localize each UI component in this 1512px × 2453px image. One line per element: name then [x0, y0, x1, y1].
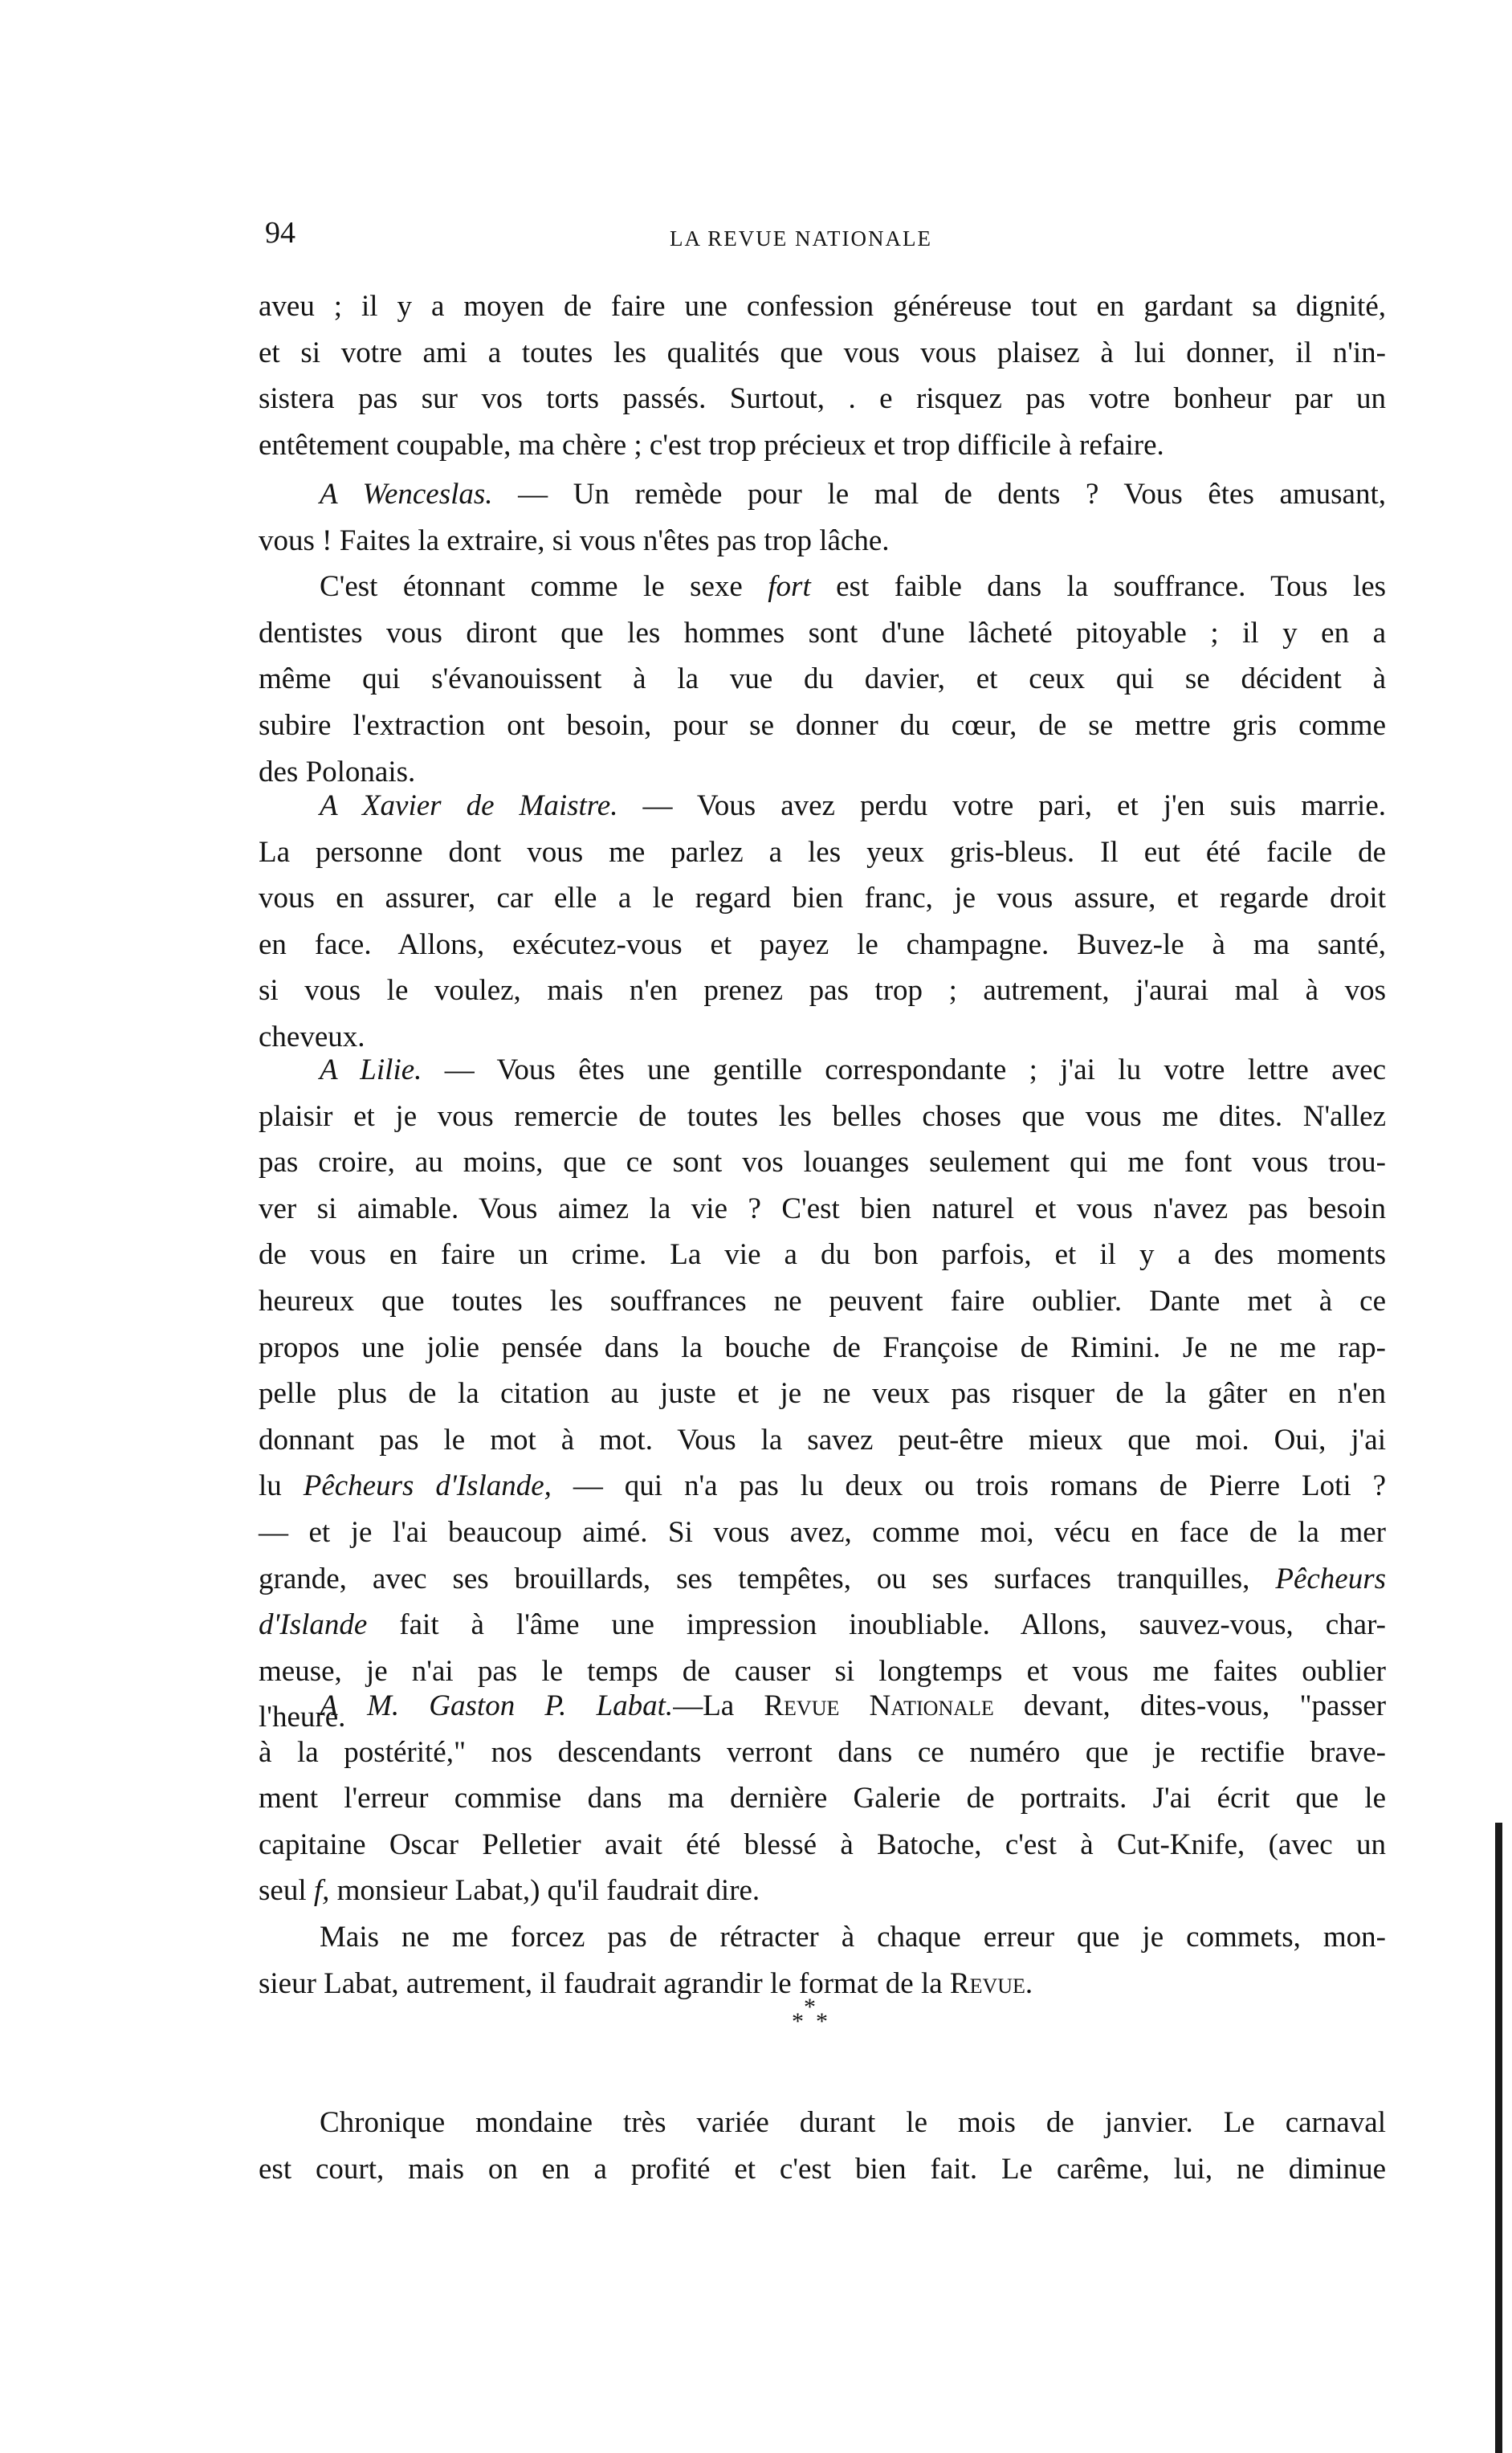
text-line-content: grande, avec ses brouillards, ses tempêtes, ou ses surfaces tranquilles, [259, 1562, 1250, 1595]
text-line: sistera pas sur vos torts passés. Surtout, . e risquez pas votre bonheur par un [259, 382, 1386, 416]
text-line: de vous en faire un crime. La vie a du bon parfois, et il y a des moments [259, 1238, 1386, 1272]
journal-name: Revue Nationale [764, 1689, 994, 1722]
text-line-content: seul [259, 1874, 307, 1908]
text-line: La personne dont vous me parlez a les yeux gris-bleus. Il eut été facile de [259, 835, 1386, 869]
book-title: d'Islande [259, 1608, 368, 1642]
text-line: des Polonais. [259, 755, 416, 788]
text-line: Chronique mondaine très variée durant le mois de janvier. Le carnaval [320, 2106, 1386, 2139]
text-line-content: — Un remède pour le mal de dents ? Vous êtes amusant, [518, 478, 1387, 511]
text-line: dentistes vous diront que les hommes sont d'une lâcheté pitoyable ; il y en a [259, 616, 1386, 650]
addressee: A Xavier de Maistre. [320, 789, 618, 822]
reply-lilie [259, 1047, 1386, 1741]
text-line: aveu ; il y a moyen de faire une confession généreuse tout en gardant sa dignité, [259, 290, 1386, 323]
text-line: subire l'extraction ont besoin, pour se donner du cœur, de se mettre gris comme [259, 708, 1386, 742]
text-line [259, 1556, 1386, 1603]
text-line: en face. Allons, exécutez-vous et payez le champagne. Buvez-le à ma santé, [259, 927, 1386, 961]
emphasis: f, [313, 1874, 330, 1908]
book-title: Pêcheurs [1275, 1562, 1387, 1595]
text-line: à la postérité," nos descendants verront dans ce numéro que je rectifie brave- [259, 1735, 1386, 1769]
page-number: 94 [265, 216, 295, 250]
book-title: Pêcheurs d'Islande, [303, 1469, 552, 1503]
text-line-content: C'est étonnant comme le sexe [320, 570, 743, 604]
text-line: même qui s'évanouissent à la vue du davier, et ceux qui se décident à [259, 662, 1386, 696]
text-line [259, 1683, 1386, 1730]
text-line: et si votre ami a toutes les qualités que vous vous plaisez à lui donner, il n'in- [259, 336, 1386, 369]
text-line: pas croire, au moins, que ce sont vos louanges seulement qui me font vous trou- [259, 1146, 1386, 1180]
text-line: capitaine Oscar Pelletier avait été blessé à Batoche, c'est à Cut-Knife, (avec un [259, 1828, 1386, 1861]
reply-gaston-labat [259, 1683, 1386, 2007]
text-line: — et je l'ai beaucoup aimé. Si vous avez, comme moi, vécu en face de la mer [259, 1515, 1386, 1549]
text-line: propos une jolie pensée dans la bouche de Françoise de Rimini. Je ne me rap- [259, 1330, 1386, 1364]
text-line: l'heure. [259, 1701, 346, 1734]
running-title: LA REVUE NATIONALE [670, 226, 932, 251]
text-line [259, 1047, 1386, 1094]
text-line [259, 783, 1386, 829]
text-line-content: monsieur Labat,) qu'il faudrait dire. [336, 1874, 760, 1908]
text-line-content: sieur Labat, autrement, il faudrait agrandir le format de la [259, 1966, 943, 2000]
addressee: A Lilie. [320, 1053, 422, 1086]
text-line: heureux que toutes les souffrances ne peuvent faire oublier. Dante met à ce [259, 1284, 1386, 1318]
text-line [259, 564, 1386, 610]
asterism-star: * [792, 2008, 804, 2035]
asterism-divider [787, 1995, 835, 2043]
text-line: vous ! Faites la extraire, si vous n'êtes pas trop lâche. [259, 524, 890, 557]
reply-wenceslas [259, 471, 1386, 795]
text-line-content: — qui n'a pas lu deux ou trois romans de Pierre Loti ? [573, 1469, 1386, 1503]
text-line: Mais ne me forcez pas de rétracter à chaque erreur que je commets, mon- [320, 1920, 1386, 1954]
text-line [259, 471, 1386, 518]
addressee: A Wenceslas. [320, 478, 493, 511]
text-line [259, 1602, 1386, 1648]
text-line-content: — Vous avez perdu votre pari, et j'en suis marrie. [642, 789, 1386, 822]
text-line [259, 1463, 1386, 1510]
reply-xavier-de-maistre [259, 783, 1386, 1061]
asterism-star: * [804, 1994, 816, 2020]
text-line: est court, mais on en a profité et c'est bien fait. Le carême, lui, ne diminue [259, 2152, 1386, 2186]
journal-name: Revue. [949, 1966, 1033, 2000]
chronique-mondaine [259, 2100, 1386, 2192]
text-line-content: devant, dites-vous, "passer [1023, 1689, 1387, 1722]
page-edge-mark [1495, 1823, 1502, 2453]
asterism-star: * [816, 2008, 828, 2035]
text-line-content: fait à l'âme une impression inoubliable. Allons, sauvez-vous, char- [399, 1608, 1386, 1642]
text-line: pelle plus de la citation au juste et je ne veux pas risquer de la gâter en n'en [259, 1377, 1386, 1411]
text-line: ment l'erreur commise dans ma dernière Galerie de portraits. J'ai écrit que le [259, 1782, 1386, 1815]
text-line: ver si aimable. Vous aimez la vie ? C'est bien naturel et vous n'avez pas besoin [259, 1192, 1386, 1225]
text-line: vous en assurer, car elle a le regard bien franc, je vous assure, et regarde droit [259, 882, 1386, 915]
text-line: donnant pas le mot à mot. Vous la savez peut-être mieux que moi. Oui, j'ai [259, 1423, 1386, 1457]
addressee: A M. Gaston P. Labat. [320, 1689, 674, 1722]
text-line: si vous le voulez, mais n'en prenez pas trop ; autrement, j'aurai mal à vos [259, 974, 1386, 1008]
text-line-content: — Vous êtes une gentille correspondante ; j'ai lu votre lettre avec [444, 1053, 1386, 1086]
text-line: meuse, je n'ai pas le temps de causer si longtemps et vous me faites oublier [259, 1654, 1386, 1688]
text-line-content: lu [259, 1469, 282, 1503]
text-line-content: est faible dans la souffrance. Tous les [836, 570, 1387, 604]
text-line: cheveux. [259, 1020, 365, 1053]
text-line-content: —La [673, 1689, 735, 1722]
text-line: plaisir et je vous remercie de toutes les belles choses que vous me dites. N'allez [259, 1099, 1386, 1133]
article-block-1 [259, 283, 1386, 468]
text-line: entêtement coupable, ma chère ; c'est trop précieux et trop difficile à refaire. [259, 428, 1164, 462]
emphasis: fort [768, 570, 811, 604]
text-line [259, 1868, 1386, 1914]
